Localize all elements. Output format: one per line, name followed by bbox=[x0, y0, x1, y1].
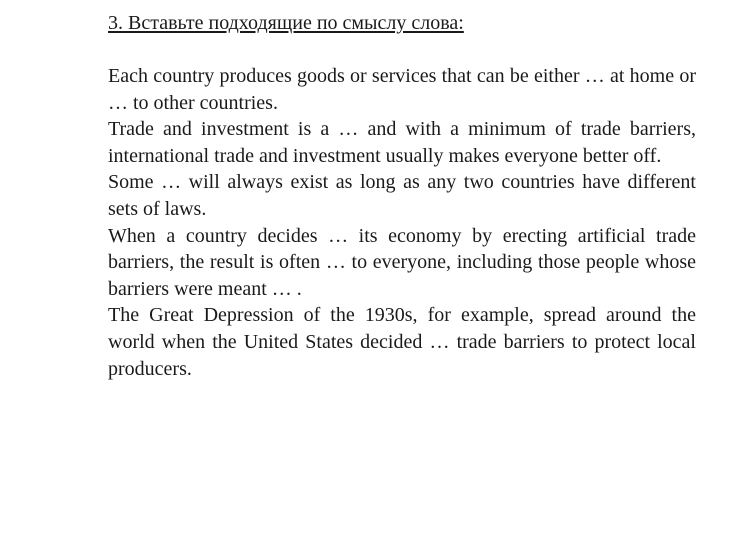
paragraph-5: The Great Depression of the 1930s, for example, spread around the world when the United States decided … trade barriers to protect local producers. bbox=[108, 304, 696, 380]
document-page bbox=[108, 10, 696, 382]
paragraph-4: When a country decides … its economy by erecting artificial trade barriers, the result is often … to everyone, including those people whose barriers were meant … . bbox=[108, 224, 696, 300]
exercise-heading: 3. Вставьте подходящие по смыслу слова: bbox=[108, 12, 464, 34]
paragraph-2: Trade and investment is a … and with a minimum of trade barriers, international trade and investment usually makes everyone better off. bbox=[108, 118, 696, 167]
paragraph-3: Some … will always exist as long as any two countries have different sets of laws. bbox=[108, 171, 696, 220]
paragraph-1: Each country produces goods or services that can be either … at home or … to other countries. bbox=[108, 65, 696, 114]
